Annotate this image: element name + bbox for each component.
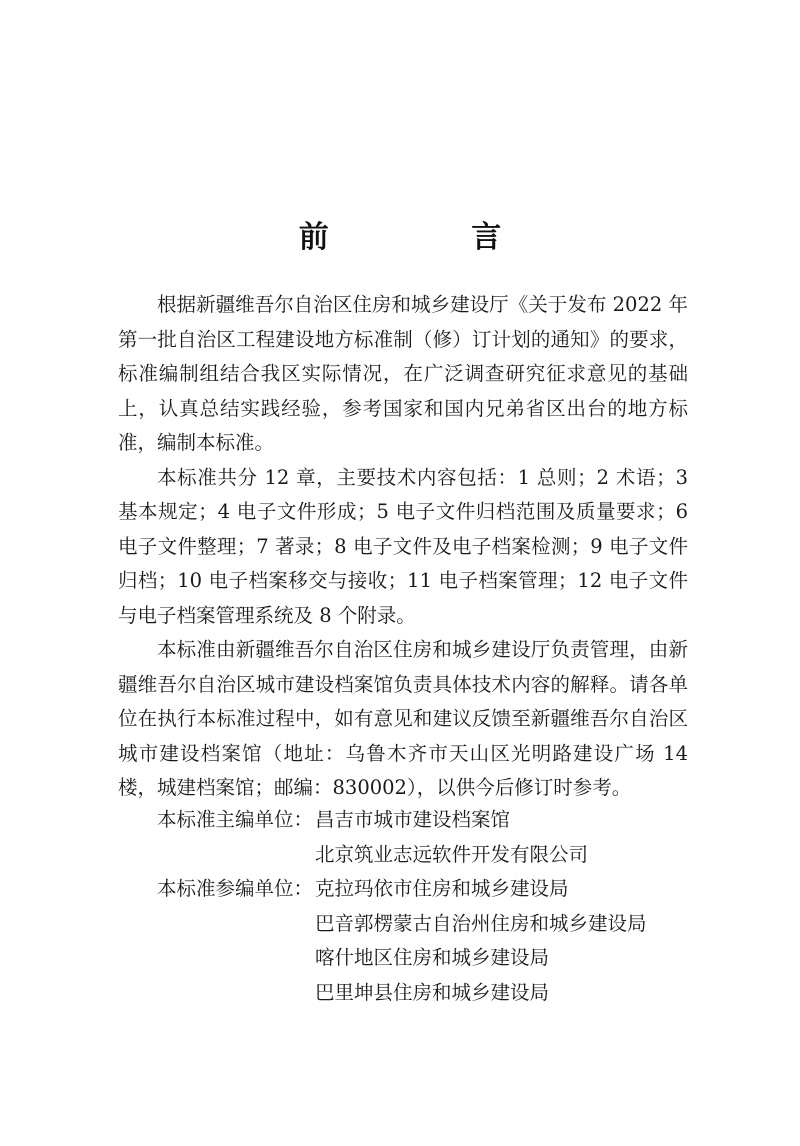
paragraph-contents: 本标准共分 12 章，主要技术内容包括：1 总则；2 术语；3 基本规定；4 电子文件形成；5 电子文件归档范围及质量要求；6 电子文件整理；7 著录；8 电子文件及电子档案检测；9 电子文件归档；10 电子档案移交与接收；11 电子档案管理；12 电子文件与电子档案管理系统及 8 个附录。: [118, 465, 688, 627]
chief-editor-unit: 北京筑业志远软件开发有限公司: [315, 842, 589, 866]
paragraph-management: 本标准由新疆维吾尔自治区住房和城乡建设厅负责管理，由新疆维吾尔自治区城市建设档案馆负责具体技术内容的解释。请各单位在执行本标准过程中，如有意见和建议反馈至新疆维吾尔自治区城市建设档案馆（地址：乌鲁木齐市天山区光明路建设广场 14 楼，城建档案馆；邮编：830002），以供今后修订时参考。: [118, 638, 688, 799]
paragraph-background: 根据新疆维吾尔自治区住房和城乡建设厅《关于发布 2022 年第一批自治区工程建设地方标准制（修）订计划的通知》的要求，标准编制组结合我区实际情况，在广泛调查研究征求意见的基础上，认真总结实践经验，参考国家和国内兄弟省区出台的地方标准，编制本标准。: [118, 293, 688, 454]
preface-body: [118, 288, 688, 806]
chief-editor-row: [118, 803, 688, 872]
chief-editor-list: [315, 803, 688, 872]
participating-editor-unit: 巴音郭楞蒙古自治州住房和城乡建设局: [315, 911, 647, 935]
participating-editor-unit: 克拉玛依市住房和城乡建设局: [315, 877, 569, 900]
participating-editor-label: 本标准参编单位：: [157, 877, 314, 900]
participating-editor-unit: 喀什地区住房和城乡建设局: [315, 946, 550, 969]
chief-editor-label: 本标准主编单位：: [157, 808, 314, 831]
editor-units: [118, 803, 688, 1010]
participating-editor-row: [118, 872, 688, 1010]
participating-editor-unit: 巴里坤县住房和城乡建设局: [315, 980, 550, 1004]
participating-editor-list: [315, 872, 688, 1010]
chief-editor-unit: 昌吉市城市建设档案馆: [315, 808, 511, 831]
page-title: 前 言: [298, 220, 568, 255]
